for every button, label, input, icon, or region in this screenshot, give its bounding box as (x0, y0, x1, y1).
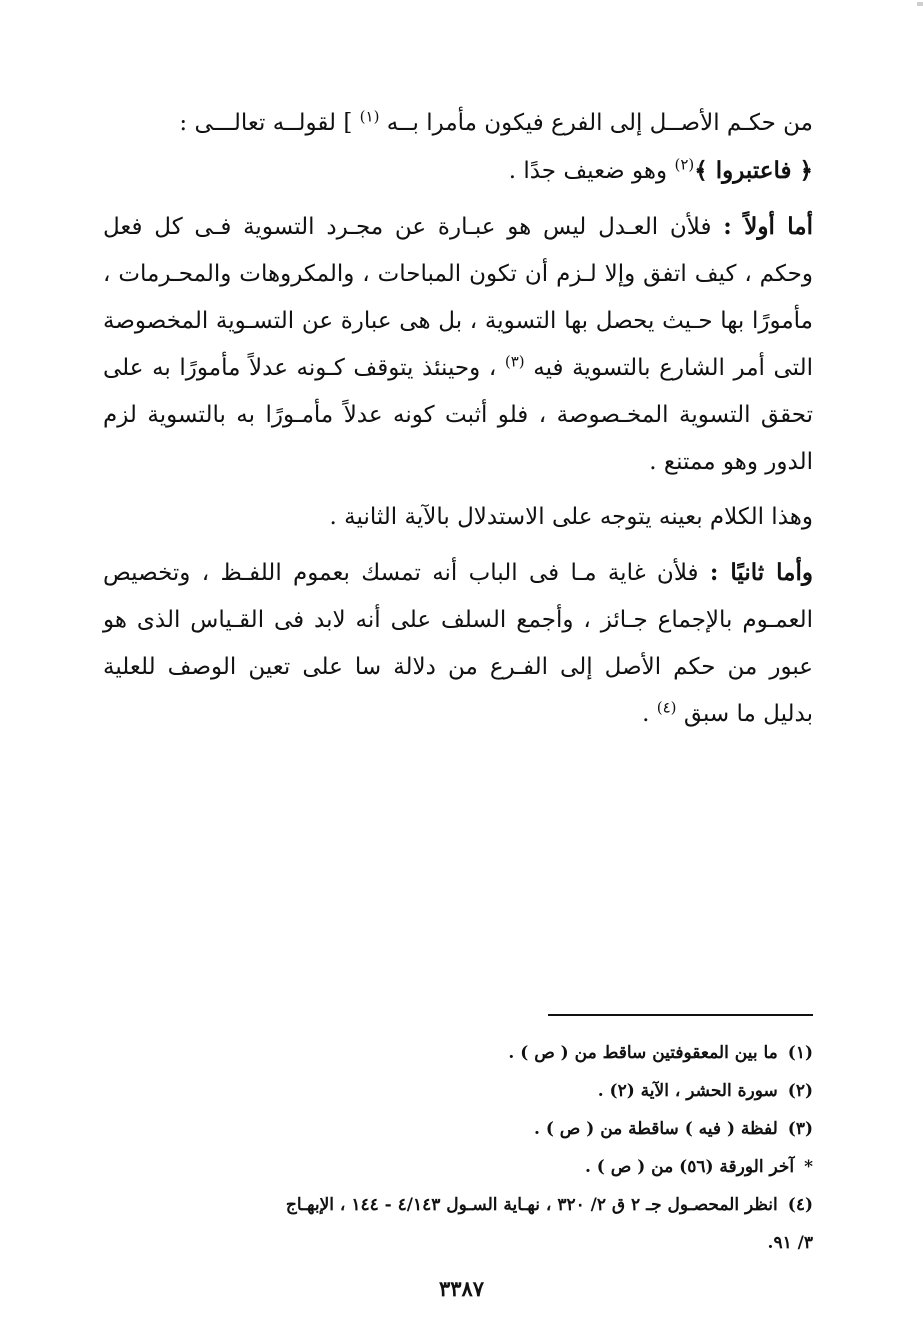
main-text (103, 100, 813, 746)
footnotes (103, 1034, 813, 1262)
quran-quote: ﴿ فاعتبروا ﴾ (694, 157, 813, 184)
footnote-number: (٤) (787, 1195, 813, 1215)
scan-mark (917, 2, 923, 6)
paragraph-3-text: وهذا الكلام بعينه يتوجه على الاستدلال بالآية الثانية . (329, 504, 813, 530)
paragraph-1-line-1-tail: ] لقولــه تعالـــى : (179, 110, 353, 136)
paragraph-3 (103, 494, 813, 541)
footnote-text: آخر الورقة (٥٦) من ( ص ) . (584, 1157, 795, 1177)
footnote-ref-2: (٢) (674, 155, 695, 174)
footnote-3 (103, 1110, 813, 1148)
paragraph-1 (103, 100, 813, 195)
paragraph-4-lead: وأما ثانيًا : (709, 559, 813, 586)
paragraph-2-text-2: ، وحينئذ يتوقف كـونه عدلاً مأمورًا به على تحقق التسوية المخـصوصة ، فلو أثبت كونه عدلاً مأمـورًا به بالتسوية لزم الدور وهو ممتنع . (103, 355, 813, 475)
footnote-ref-4: (٤) (656, 698, 677, 717)
paragraph-4 (103, 549, 813, 738)
paragraph-4-tail: . (642, 701, 650, 727)
footnote-number: (١) (787, 1043, 813, 1063)
footnote-separator (548, 1014, 813, 1016)
footnote-folio-marker (103, 1148, 813, 1186)
footnote-1 (103, 1034, 813, 1072)
footnote-text: لفظة ( فيه ) ساقطة من ( ص ) . (533, 1119, 778, 1139)
paragraph-4-text-1: فلأن غاية مـا فى الباب أنه تمسك بعموم اللفـظ ، وتخصيص العمـوم بالإجماع جـائز ، وأجمع السلف على أنه لابد فى القـياس الذى هو عبور من حكم الأصل إلى الفـرع من دلالة سا على تعين الوصف للعلية بدليل ما سبق (103, 560, 813, 727)
footnote-4 (103, 1186, 813, 1224)
paragraph-1-line-2-tail: وهو ضعيف جدًا . (508, 158, 668, 184)
footnote-4-continuation: ٣/ ٩١. (767, 1233, 813, 1253)
paragraph-2-text-1: فلأن العـدل ليس هو عبـارة عن مجـرد التسوية فـى كل فعل وحكم ، كيف اتفق وإلا لـزم أن تكون المباحات ، والمكروهات والمحـرمات ، مأمورًا بها حـيث يحصل بها التسوية ، بل هى عبارة عن التسـوية المخصوصة التى أمر الشارع بالتسوية فيه (103, 214, 813, 381)
footnote-text: انظر المحصـول جـ ٢ ق ٢/ ٣٢٠ ، نهـاية السـول ٤/١٤٣ - ١٤٤ ، الإبهـاج (285, 1195, 778, 1215)
paragraph-2 (103, 203, 813, 486)
footnote-number: (٢) (787, 1081, 813, 1101)
page-number: ٣٣٨٧ (438, 1276, 485, 1301)
footnote-text: ما بين المعقوفتين ساقط من ( ص ) . (508, 1043, 778, 1063)
footnote-text: سورة الحشر ، الآية (٢) . (597, 1081, 778, 1101)
paragraph-1-line-1: من حكـم الأصــل إلى الفرع فيكون مأمرا بــه (386, 110, 813, 136)
asterisk-marker: * (804, 1157, 813, 1177)
paragraph-2-lead: أما أولاً : (723, 213, 814, 240)
footnote-number: (٣) (787, 1119, 813, 1139)
footnote-ref-1: (١) (359, 107, 380, 126)
footnote-2 (103, 1072, 813, 1110)
footnote-ref-3: (٣) (504, 352, 525, 371)
